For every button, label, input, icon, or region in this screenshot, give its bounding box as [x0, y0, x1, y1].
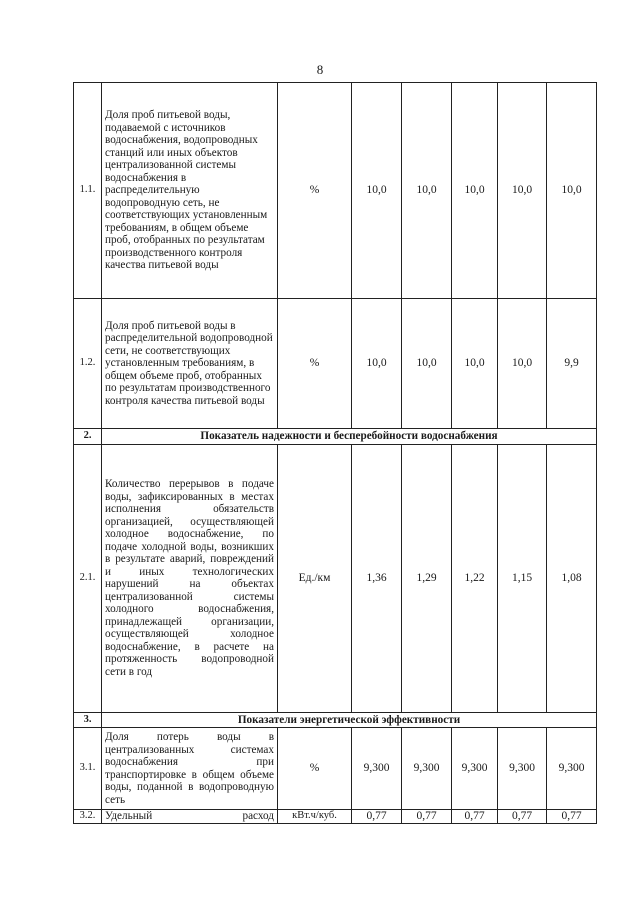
value-cell: 10,0 [547, 83, 597, 299]
value-cell: 1,08 [547, 444, 597, 712]
value-cell: 10,0 [402, 83, 452, 299]
value-cell: 0,77 [352, 810, 402, 824]
value-cell: 1,36 [352, 444, 402, 712]
page-number: 8 [316, 62, 324, 77]
value-cell: 10,0 [452, 299, 498, 429]
section-header-row [74, 712, 597, 728]
row-number: 3.2. [74, 810, 102, 824]
value-cell: 9,300 [452, 728, 498, 810]
value-cell: 10,0 [352, 299, 402, 429]
table-row [74, 83, 597, 299]
indicators-table [73, 82, 597, 824]
row-number: 2.1. [74, 444, 102, 712]
value-cell: 9,9 [547, 299, 597, 429]
section-number: 3. [74, 712, 102, 728]
unit-cell: % [278, 83, 352, 299]
value-cell: 10,0 [498, 83, 547, 299]
value-cell: 10,0 [352, 83, 402, 299]
section-header-row [74, 429, 597, 445]
section-number: 2. [74, 429, 102, 445]
value-cell: 0,77 [498, 810, 547, 824]
value-cell: 1,22 [452, 444, 498, 712]
unit-cell: % [278, 299, 352, 429]
value-cell: 0,77 [452, 810, 498, 824]
row-number: 3.1. [74, 728, 102, 810]
table-row [74, 444, 597, 712]
unit-cell: кВт.ч/куб. [278, 810, 352, 824]
value-cell: 0,77 [402, 810, 452, 824]
value-cell: 9,300 [547, 728, 597, 810]
indicator-description: Доля проб питьевой воды в распределительной водопроводной сети, не соответствующих установленным требованиям, в общем объеме проб, отобранных по результатам производственного контроля качества питьевой воды [102, 299, 278, 429]
value-cell: 9,300 [498, 728, 547, 810]
value-cell: 9,300 [402, 728, 452, 810]
unit-cell: Ед./км [278, 444, 352, 712]
section-title: Показатели энергетической эффективности [102, 712, 597, 728]
value-cell: 1,15 [498, 444, 547, 712]
value-cell: 9,300 [352, 728, 402, 810]
row-number: 1.1. [74, 83, 102, 299]
indicator-description: Доля проб питьевой воды, подаваемой с источников водоснабжения, водопроводных станций или иных объектов централизованной системы водоснабжения в распределительную водопроводную сеть, не соответствующих установленным требованиям, в общем объеме проб, отобранных по результатам производственного контроля качества питьевой воды [102, 83, 278, 299]
table-row [74, 728, 597, 810]
value-cell: 0,77 [547, 810, 597, 824]
table-row [74, 299, 597, 429]
indicator-description: Удельный расход [102, 810, 278, 824]
indicator-description: Доля потерь воды в централизованных системах водоснабжения при транспортировке в общем объеме воды, поданной в водопроводную сеть [102, 728, 278, 810]
table-row [74, 810, 597, 824]
unit-cell: % [278, 728, 352, 810]
row-number: 1.2. [74, 299, 102, 429]
value-cell: 1,29 [402, 444, 452, 712]
value-cell: 10,0 [498, 299, 547, 429]
indicator-description: Количество перерывов в подаче воды, зафиксированных в местах исполнения обязательств организацией, осуществляющей холодное водоснабжение, по подаче холодной воды, возникших в результате аварий, повреждений и иных технологических нарушений на объектах централизованной системы холодного водоснабжения, принадлежащей организации, осуществляющей холодное водоснабжение, в расчете на протяженность водопроводной сети в год [102, 444, 278, 712]
value-cell: 10,0 [402, 299, 452, 429]
value-cell: 10,0 [452, 83, 498, 299]
section-title: Показатель надежности и бесперебойности водоснабжения [102, 429, 597, 445]
